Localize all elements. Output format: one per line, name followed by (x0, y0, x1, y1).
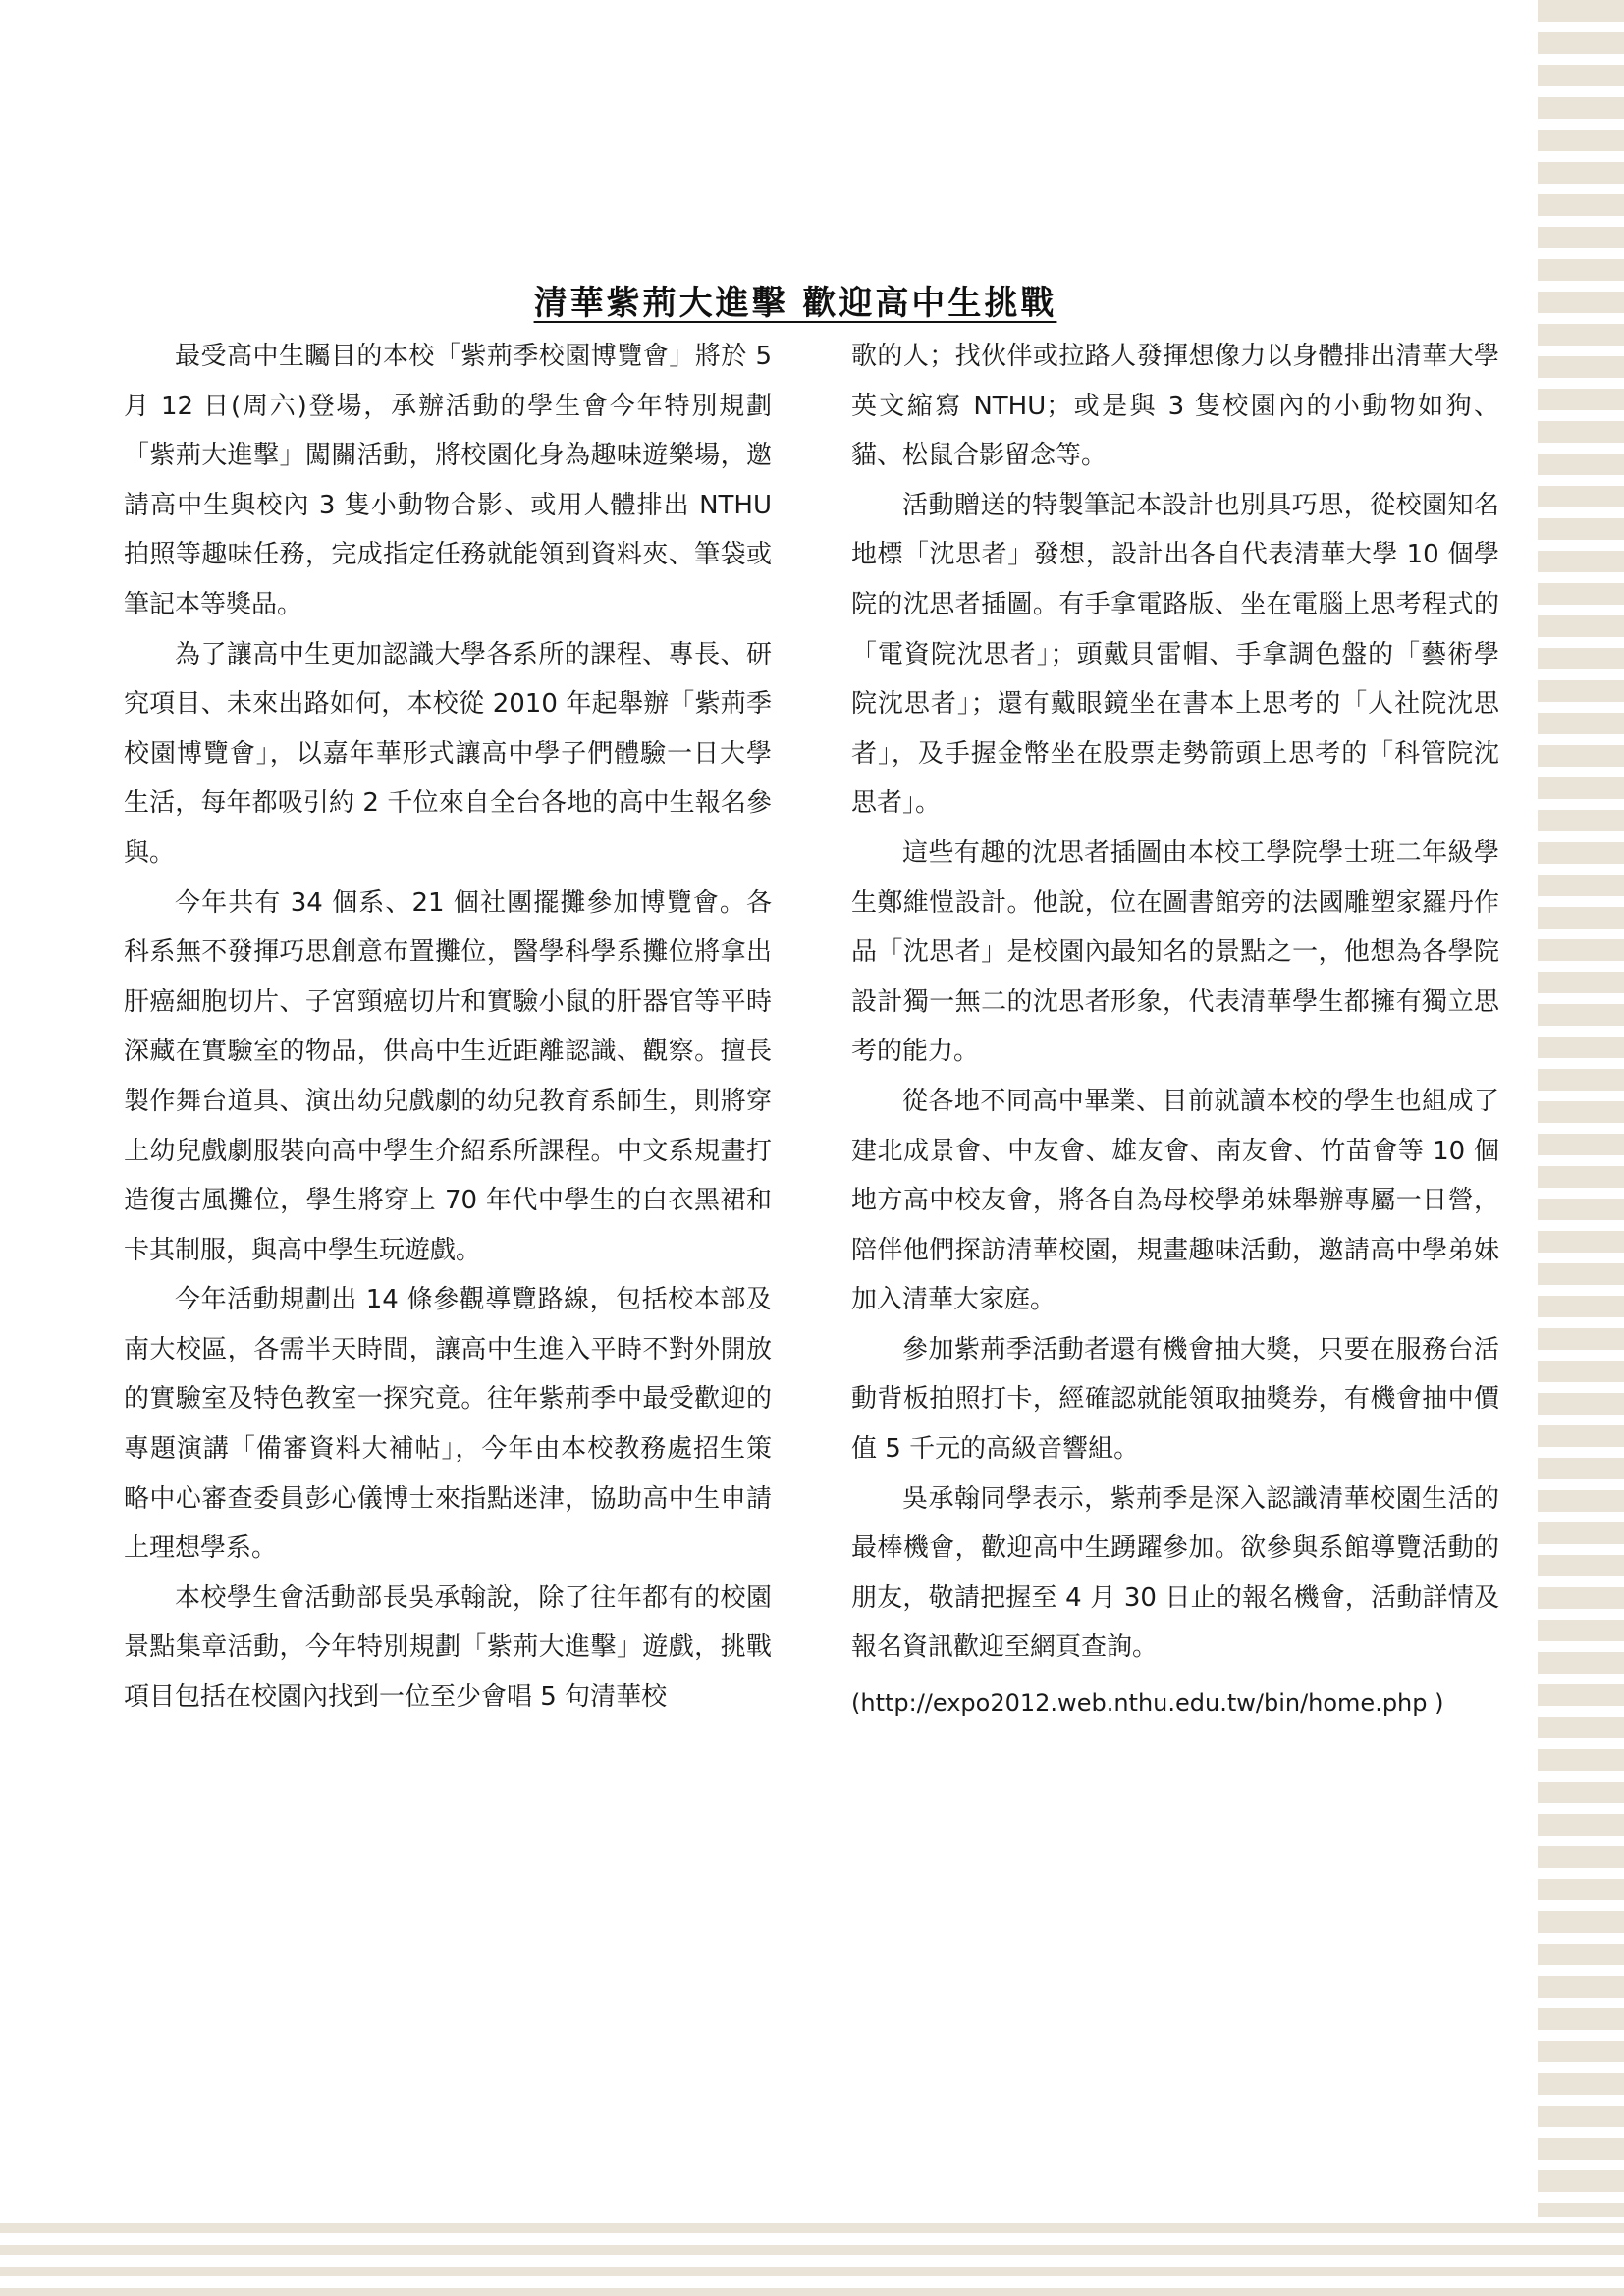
paragraph-continued: 歌的人；找伙伴或拉路人發揮想像力以身體排出清華大學英文縮寫 NTHU；或是與 3 隻校園內的小動物如狗、貓、松鼠合影留念等。 (851, 342, 1499, 471)
paragraph: 從各地不同高中畢業、目前就讀本校的學生也組成了建北成景會、中友會、雄友會、南友會、竹苗會等 10 個地方高中校友會，將各自為母校學弟妹舉辦專屬一日營，陪伴他們探訪清華校園，規畫趣味活動，邀請高中學弟妹加入清華大家庭。 (851, 1086, 1499, 1315)
paragraph: 為了讓高中生更加認識大學各系所的課程、專長、研究項目、未來出路如何，本校從 2010 年起舉辦「紫荊季校園博覽會」，以嘉年華形式讓高中學子們體驗一日大學生活，每年都吸引約 2 千位來自全台各地的高中生報名參與。 (124, 639, 772, 868)
article-column-left (124, 332, 772, 1723)
decorative-stripe-bottom (0, 2217, 1624, 2296)
paragraph: 今年活動規劃出 14 條參觀導覽路線，包括校本部及南大校區，各需半天時間，讓高中生進入平時不對外開放的實驗室及特色教室一探究竟。往年紫荊季中最受歡迎的專題演講「備審資料大補帖」，今年由本校教務處招生策略中心審查委員彭心儀博士來指點迷津，協助高中生申請上理想學系。 (124, 1285, 772, 1564)
paragraph: 參加紫荊季活動者還有機會抽大獎，只要在服務台活動背板拍照打卡，經確認就能領取抽獎券，有機會抽中價值 5 千元的高級音響組。 (851, 1334, 1499, 1465)
paragraph: 活動贈送的特製筆記本設計也別具巧思，從校園知名地標「沈思者」發想，設計出各自代表清華大學 10 個學院的沈思者插圖。有手拿電路版、坐在電腦上思考程式的「電資院沈思者」；頭戴貝雷帽、手拿調色盤的「藝術學院沈思者」；還有戴眼鏡坐在書本上思考的「人社院沈思者」，及手握金幣坐在股票走勢箭頭上思考的「科管院沈思者」。 (851, 490, 1499, 819)
paragraph: 這些有趣的沈思者插圖由本校工學院學士班二年級學生鄭維愷設計。他說，位在圖書館旁的法國雕塑家羅丹作品「沈思者」是校園內最知名的景點之一，他想為各學院設計獨一無二的沈思者形象，代表清華學生都擁有獨立思考的能力。 (851, 837, 1499, 1067)
decorative-stripe-right (1538, 0, 1624, 2296)
article-column-right (851, 332, 1499, 1729)
paragraph: 今年共有 34 個系、21 個社團擺攤參加博覽會。各科系無不發揮巧思創意布置攤位，醫學科學系攤位將拿出肝癌細胞切片、子宮頸癌切片和實驗小鼠的肝器官等平時深藏在實驗室的物品，供高中生近距離認識、觀察。擅長製作舞台道具、演出幼兒戲劇的幼兒教育系師生，則將穿上幼兒戲劇服裝向高中學生介紹系所課程。中文系規畫打造復古風攤位，學生將穿上 70 年代中學生的白衣黑裙和卡其制服，與高中學生玩遊戲。 (124, 887, 772, 1265)
paragraph: 本校學生會活動部長吳承翰說，除了往年都有的校園景點集章活動，今年特別規劃「紫荊大進擊」遊戲，挑戰項目包括在校園內找到一位至少會唱 5 句清華校 (124, 1582, 772, 1713)
article-title: 清華紫荊大進擊 歡迎高中生挑戰 (533, 283, 1057, 323)
paragraph: 最受高中生矚目的本校「紫荊季校園博覽會」將於 5 月 12 日(周六)登場，承辦活動的學生會今年特別規劃「紫荊大進擊」闖關活動，將校園化身為趣味遊樂場，邀請高中生與校內 3 隻小動物合影、或用人體排出 NTHU 拍照等趣味任務，完成指定任務就能領到資料夾、筆袋或筆記本等獎品。 (124, 342, 772, 619)
paragraph: 吳承翰同學表示，紫荊季是深入認識清華校園生活的最棒機會，歡迎高中生踴躍參加。欲參與系館導覽活動的朋友，敬請把握至 4 月 30 日止的報名機會，活動詳情及報名資訊歡迎至網頁查詢。 (851, 1483, 1499, 1663)
event-url: (http://expo2012.web.nthu.edu.tw/bin/home.php ) (851, 1689, 1444, 1718)
